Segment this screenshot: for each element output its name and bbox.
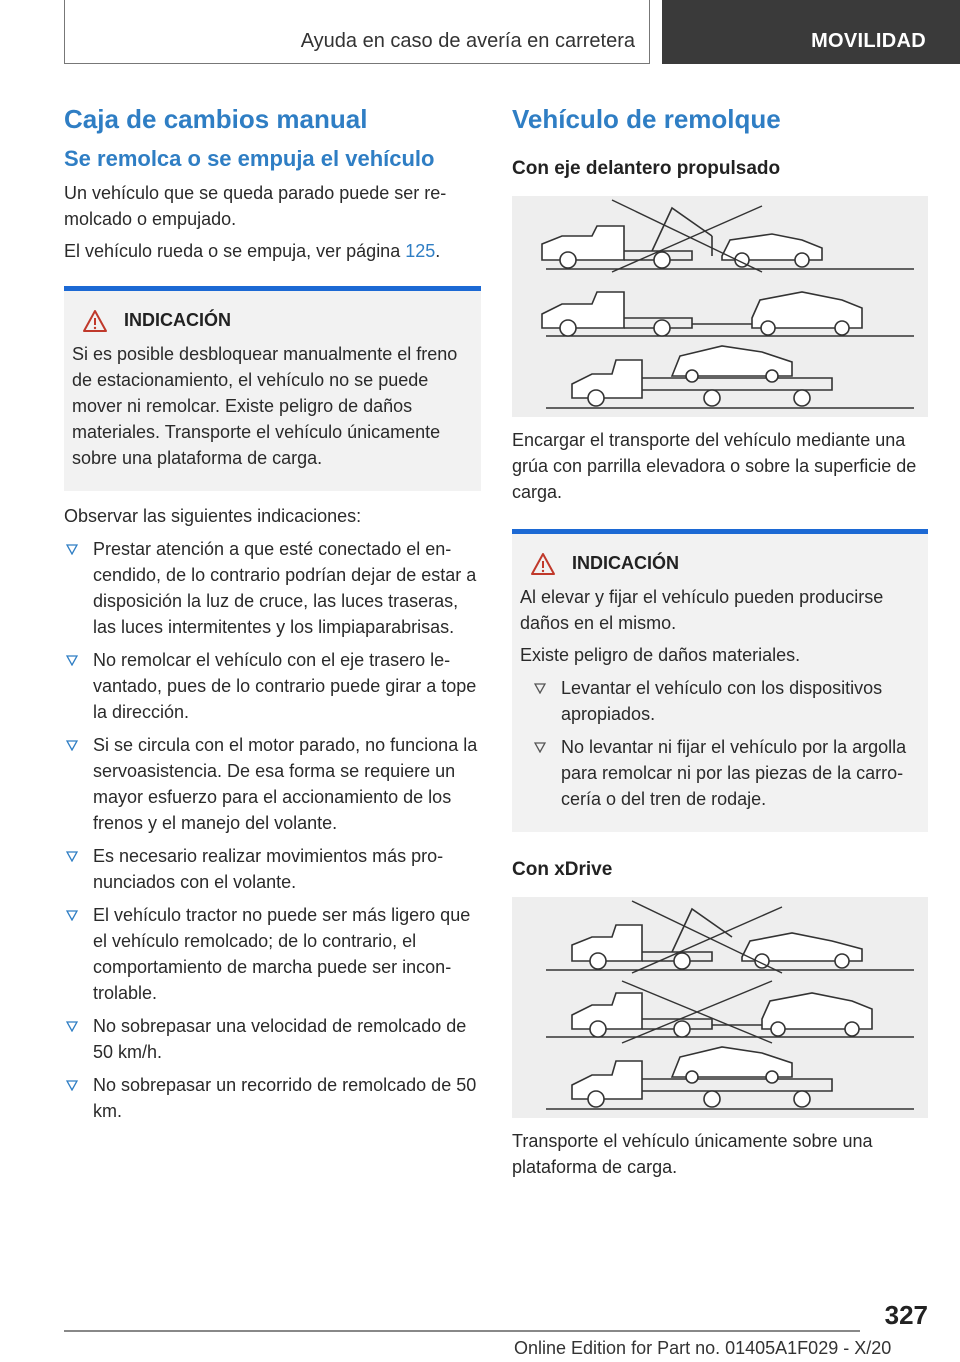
list-item [64, 1013, 481, 1065]
header-chapter-title: MOVILIDAD [811, 30, 926, 52]
section-title-manual-gearbox: Caja de cambios manual [64, 104, 368, 134]
subsection-title-xdrive: Con xDrive [512, 858, 613, 880]
notice-title-right [520, 552, 918, 576]
notice-box-right [512, 529, 928, 832]
list-item-text: Prestar atención a que esté conectado el encendido, de lo contrario podrían dejar de estar a disposición la luz de cruce, las luces traseras, las luces intermitentes y los limpiaparabrisas. [93, 538, 477, 637]
list-item [64, 843, 481, 895]
header-section-title: Ayuda en caso de avería en carretera [300, 30, 635, 52]
page-number: 327 [884, 1300, 928, 1330]
tow-truck-xdrive-illustration [512, 897, 928, 1118]
intro-paragraph: Un vehículo que se queda parado puede ser remolcado o empujado. [64, 182, 447, 229]
figure2-caption: Transporte el vehículo únicamente sobre una plataforma de carga. [512, 1130, 873, 1177]
subsection-title-front-axle: Con eje delantero propulsado [512, 158, 781, 180]
notice-title-text-left: INDICACIÓN [124, 310, 231, 331]
page-reference-paragraph [64, 238, 481, 264]
list-item [532, 734, 918, 812]
left-column [64, 96, 481, 1124]
list-item-text: No sobrepasar un recorrido de remolcado de 50 km. [93, 1074, 477, 1121]
header-section-box [64, 0, 650, 64]
notice-box-left [64, 286, 481, 491]
notice-line2-right: Existe peligro de daños materiales. [520, 644, 801, 665]
list-item-text: El vehículo tractor no puede ser más ligero que el vehículo remolcado; de lo contrario, el comportamiento de marcha puede ser incontrolable. [93, 904, 471, 1003]
warning-icon [82, 309, 108, 333]
warning-icon [530, 552, 556, 576]
observe-intro: Observar las siguientes indicaciones: [64, 505, 362, 526]
triangle-bullet-icon [66, 1079, 78, 1091]
list-item [64, 732, 481, 836]
subsection-title-tow-push: Se remolca o se empuja el vehículo [64, 146, 435, 172]
list-item [64, 902, 481, 1006]
triangle-bullet-icon [66, 543, 78, 555]
notice-text-left: Si es posible desbloquear manualmente el freno de estacionamiento, el vehículo no se puede mover ni remolcar. Existe peligro de daños materiales. Transporte el vehículo únicamente sobre una plataforma de carga. [72, 343, 458, 468]
page-reference-suffix: . [435, 240, 441, 261]
triangle-bullet-icon [66, 654, 78, 666]
list-item-text: No levantar ni fijar el vehículo por la argolla para remolcar ni por las piezas de la carrocería o del tren de rodaje. [561, 736, 907, 809]
notice-title-left [72, 309, 471, 333]
instruction-list [64, 536, 481, 1124]
triangle-bullet-icon [66, 909, 78, 921]
list-item-text: Levantar el vehículo con los dispositivos apropiados. [561, 677, 883, 724]
triangle-bullet-icon [534, 741, 546, 753]
towing-illustration-xdrive [512, 897, 928, 1118]
list-item-text: No remolcar el vehículo con el eje trasero levantado, pues de lo contrario puede girar a tope la dirección. [93, 649, 477, 722]
notice-list-right [532, 675, 918, 812]
towing-illustration-front-axle [512, 196, 928, 417]
triangle-bullet-icon [66, 739, 78, 751]
notice-line1-right: Al elevar y fijar el vehículo pueden producirse daños en el mismo. [520, 586, 884, 633]
figure1-caption: Encargar el transporte del vehículo mediante una grúa con parrilla elevadora o sobre la superficie de carga. [512, 429, 917, 502]
footer-edition: Online Edition for Part no. 01405A1F029 - X/20 [514, 1338, 892, 1358]
triangle-bullet-icon [66, 1020, 78, 1032]
list-item-text: Es necesario realizar movimientos más pronunciados con el volante. [93, 845, 444, 892]
list-item [532, 675, 918, 727]
page-reference-link[interactable]: 125 [405, 240, 436, 261]
right-column [512, 96, 928, 1180]
page-reference-text: El vehículo rueda o se empuja, ver página [64, 240, 406, 261]
list-item [64, 1072, 481, 1124]
notice-title-text-right: INDICACIÓN [572, 553, 679, 574]
triangle-bullet-icon [66, 850, 78, 862]
list-item [64, 536, 481, 640]
triangle-bullet-icon [534, 682, 546, 694]
list-item-text: No sobrepasar una velocidad de remolcado de 50 km/h. [93, 1015, 467, 1062]
header-chapter-box [662, 0, 960, 64]
footer-divider [64, 1330, 860, 1332]
list-item-text: Si se circula con el motor parado, no funciona la servoasistencia. De esa forma se requiere un mayor esfuerzo para el accionamiento de los frenos y el manejo del volante. [93, 734, 478, 833]
tow-truck-illustration [512, 196, 928, 417]
section-title-tow-vehicle: Vehículo de remolque [512, 104, 781, 134]
list-item [64, 647, 481, 725]
